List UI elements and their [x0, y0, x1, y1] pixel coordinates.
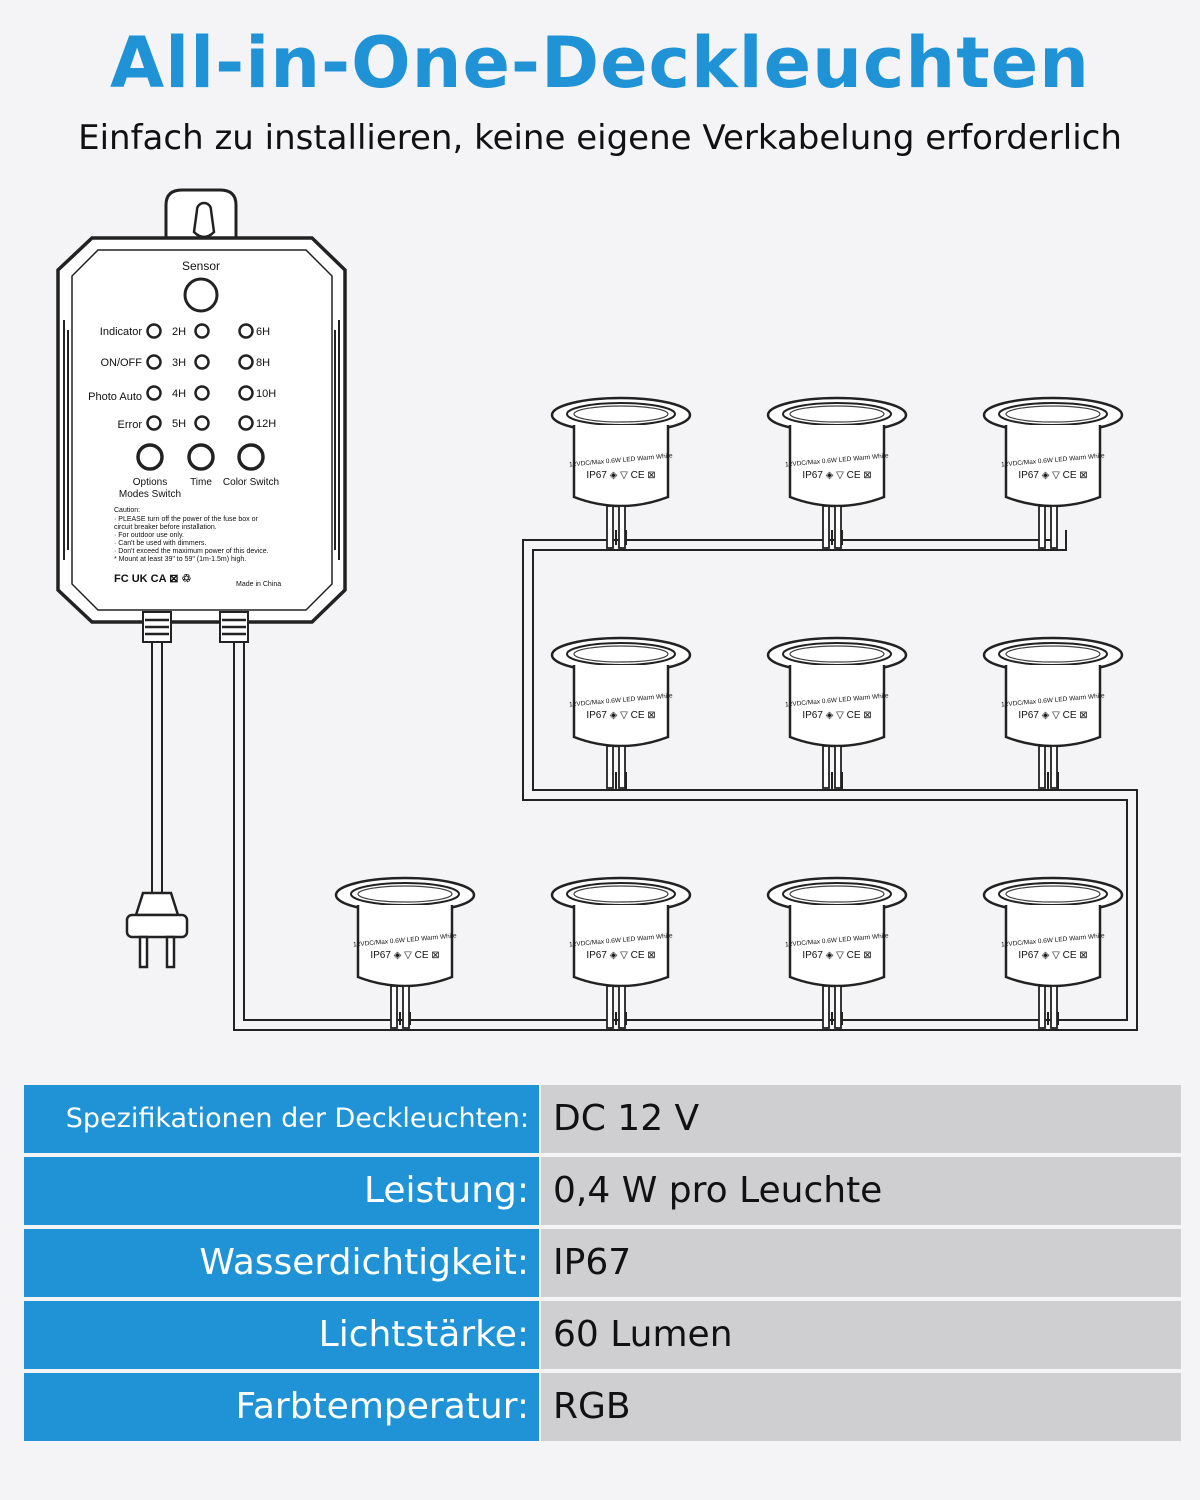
error-led-icon [148, 417, 161, 430]
spec-label: Farbtemperatur: [24, 1373, 539, 1441]
light-label: 12VDC/Max 0.6W LED Warm White [568, 452, 673, 469]
timer-2h-led-icon [196, 325, 209, 338]
caution-line: circuit breaker before installation. [114, 524, 217, 531]
timer-4h-led-icon [196, 387, 209, 400]
light-label: IP67 ◈ ▽ CE ⊠ [1018, 470, 1088, 481]
spec-label: Lichtstärke: [24, 1301, 539, 1369]
color-switch-button-label: Color Switch [222, 477, 280, 488]
spec-value: 0,4 W pro Leuchte [541, 1157, 1181, 1225]
timer-12h-led-icon [240, 417, 253, 430]
timer-5h-led-icon [196, 417, 209, 430]
light-label: IP67 ◈ ▽ CE ⊠ [586, 950, 656, 961]
photo-auto-led-icon [148, 387, 161, 400]
timer-8h-label: 8H [256, 357, 271, 369]
caution-line: · PLEASE turn off the power of the fuse box or [114, 516, 258, 523]
light-label: 12VDC/Max 0.6W LED Warm White [1000, 452, 1105, 469]
light-label: IP67 ◈ ▽ CE ⊠ [802, 470, 872, 481]
light-label: IP67 ◈ ▽ CE ⊠ [1018, 710, 1088, 721]
made-in-label: Made in China [236, 581, 282, 588]
spec-value: IP67 [541, 1229, 1181, 1297]
spec-label: Leistung: [24, 1157, 539, 1225]
timer-3h-led-icon [196, 356, 209, 369]
spec-row-waterproof [24, 1229, 1181, 1297]
spec-row-brightness [24, 1301, 1181, 1369]
light-label: IP67 ◈ ▽ CE ⊠ [586, 470, 656, 481]
caution-heading: Caution: [114, 507, 141, 514]
light-label: IP67 ◈ ▽ CE ⊠ [586, 710, 656, 721]
spec-row-power [24, 1157, 1181, 1225]
light-label: IP67 ◈ ▽ CE ⊠ [1018, 950, 1088, 961]
light-label: 12VDC/Max 0.6W LED Warm White [352, 932, 457, 949]
timer-8h-led-icon [240, 356, 253, 369]
spec-label: Wasserdichtigkeit: [24, 1229, 539, 1297]
timer-12h-label: 12H [256, 418, 277, 430]
controller-box [58, 190, 345, 642]
time-button[interactable] [189, 445, 213, 469]
onoff-led-icon [148, 356, 161, 369]
timer-10h-led-icon [240, 387, 253, 400]
spec-value: RGB [541, 1373, 1181, 1441]
light-label: IP67 ◈ ▽ CE ⊠ [802, 950, 872, 961]
light-label: 12VDC/Max 0.6W LED Warm White [784, 692, 889, 709]
spec-value: DC 12 V [541, 1085, 1181, 1153]
certification-marks: FC UK CA ⊠ ♲ [114, 573, 192, 585]
caution-line: · For outdoor use only. [114, 532, 184, 539]
time-button-label: Time [190, 477, 212, 488]
color-switch-button[interactable] [239, 445, 263, 469]
keyhole-icon [194, 203, 214, 237]
light-label: 12VDC/Max 0.6W LED Warm White [1000, 932, 1105, 949]
timer-3h-label: 3H [172, 357, 187, 369]
light-label: 12VDC/Max 0.6W LED Warm White [1000, 692, 1105, 709]
timer-2h-label: 2H [172, 326, 187, 338]
options-button-label: Modes Switch [118, 489, 182, 500]
light-label: 12VDC/Max 0.6W LED Warm White [784, 452, 889, 469]
light-label: 12VDC/Max 0.6W LED Warm White [568, 692, 673, 709]
light-label: 12VDC/Max 0.6W LED Warm White [568, 932, 673, 949]
timer-4h-label: 4H [172, 388, 187, 400]
caution-line: · Don't exceed the maximum power of this device. [114, 548, 269, 555]
light-label: IP67 ◈ ▽ CE ⊠ [370, 950, 440, 961]
spec-row-specification [24, 1085, 1181, 1153]
page-subtitle: Einfach zu installieren, keine eigene Verkabelung erforderlich [78, 118, 1122, 158]
indicator-led-label: Indicator [99, 326, 142, 338]
power-plug-icon [127, 893, 187, 967]
options-button-label: Options [132, 477, 168, 488]
spec-row-color-temperature [24, 1373, 1181, 1441]
timer-5h-label: 5H [172, 418, 187, 430]
light-label: IP67 ◈ ▽ CE ⊠ [802, 710, 872, 721]
error-led-label: Error [117, 419, 142, 431]
timer-10h-label: 10H [256, 388, 277, 400]
timer-6h-led-icon [240, 325, 253, 338]
timer-6h-label: 6H [256, 326, 271, 338]
page-title: All-in-One-Deckleuchten [110, 22, 1090, 104]
sensor-icon [185, 279, 217, 311]
photo-auto-led-label: Photo Auto [88, 391, 142, 403]
spec-value: 60 Lumen [541, 1301, 1181, 1369]
indicator-led-icon [148, 325, 161, 338]
spec-table [24, 1085, 1181, 1445]
caution-line: · Can't be used with dimmers. [114, 540, 207, 547]
spec-label: Spezifikationen der Deckleuchten: [24, 1085, 539, 1153]
options-button[interactable] [138, 445, 162, 469]
light-label: 12VDC/Max 0.6W LED Warm White [784, 932, 889, 949]
sensor-label: Sensor [181, 259, 221, 273]
caution-line: * Mount at least 39" to 59" (1m-1.5m) high. [114, 556, 247, 563]
onoff-led-label: ON/OFF [100, 357, 142, 369]
